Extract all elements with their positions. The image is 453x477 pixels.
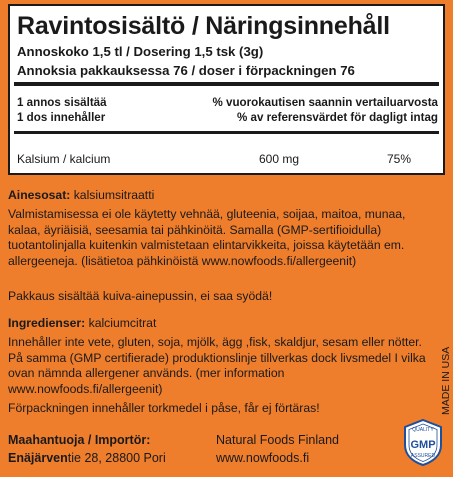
gmp-quality-seal-icon <box>402 418 444 466</box>
desiccant-fi: Pakkaus sisältää kuiva-ainepussin, ei saa syödä! <box>8 289 273 303</box>
made-in-usa: MADE IN USA <box>440 346 452 415</box>
desiccant-sv: Förpackningen innehåller torkmedel i påse, får ej förtäras! <box>8 401 320 415</box>
seal-center-text: GMP <box>410 439 436 451</box>
header-left-sv: 1 dos innehåller <box>17 111 106 124</box>
nutrient-name: Kalsium / kalcium <box>17 152 111 166</box>
company-name: Natural Foods Finland <box>216 433 339 447</box>
ingredients-fi-value: kalsiumsitraatti <box>70 188 155 202</box>
ingredients-sv-value: kalciumcitrat <box>85 316 157 330</box>
medium-divider <box>14 131 439 134</box>
header-right-fi: % vuorokautisen saannin vertailuarvosta <box>212 96 438 109</box>
ingredients-sv <box>8 316 428 332</box>
ingredients-sv-label: Ingredienser: <box>8 316 86 330</box>
seal-top-text: QUALITY <box>412 427 434 433</box>
importer-address-bold: Enäjärven <box>8 451 68 465</box>
thick-divider <box>14 82 439 86</box>
header-right-sv: % av referensvärdet för dagligt intag <box>236 111 438 124</box>
nutrition-panel <box>8 4 445 175</box>
seal-bottom-text: ASSURED <box>410 453 436 459</box>
nutrient-amount: 600 mg <box>259 152 300 166</box>
serving-size: Annoskoko 1,5 tl / Dosering 1,5 tsk (3g) <box>17 44 264 59</box>
company-website: www.nowfoods.fi <box>216 451 310 465</box>
importer-address <box>8 451 166 465</box>
importer-address-rest: tie 28, 28800 Pori <box>67 451 166 465</box>
servings-per-container: Annoksia pakkauksessa 76 / doser i förpackningen 76 <box>17 63 355 78</box>
header-left-fi: 1 annos sisältää <box>17 96 107 109</box>
ingredients-fi <box>8 188 428 204</box>
allergen-text-sv: Innehåller inte vete, gluten, soja, mjölk, ägg ,fisk, skaldjur, sesam eller nötter. På samma (GMP certifierade) produktionslinje tillverkas dock livsmedel I vilka ovan nämnda allergener används. (mer information www.nowfoods.fi/allergeenit) <box>8 335 426 396</box>
importer-label: Maahantuoja / Importör: <box>8 433 151 447</box>
nutrition-title: Ravintosisältö / Näringsinnehåll <box>17 12 390 40</box>
nutrient-percent: 75% <box>387 152 412 166</box>
allergen-text-fi: Valmistamisessa ei ole käytetty vehnää, gluteenia, soijaa, maitoa, munaa, kalaa, äyriäisiä, seesamia tai pähkinöitä. Samalla (GMP-sertifioidulla) tuotantolinjalla kuitenkin valmistetaan elintarvikkeita, joissa käytetään em. allergeeneja. (lisätietoa pähkinöistä www.nowfoods.fi/allergeenit) <box>8 207 406 268</box>
ingredients-fi-label: Ainesosat: <box>8 188 71 202</box>
